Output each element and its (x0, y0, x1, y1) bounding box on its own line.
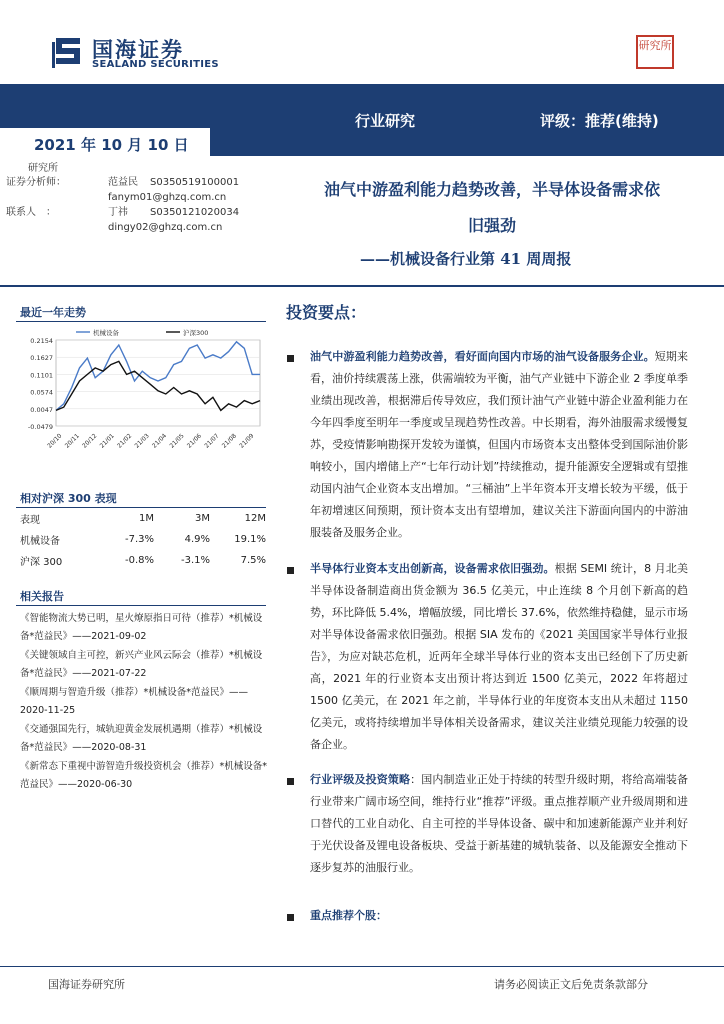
trend-rule (16, 321, 266, 322)
table-cell: 7.5% (240, 555, 266, 566)
x-tick-label: 21/02 (116, 432, 134, 450)
y-tick-label: -0.0479 (27, 423, 53, 431)
related-report-item[interactable]: 《新常态下重视中游智造升级投资机会（推荐）*机械设备*范益民》——2020-06-30 (20, 761, 268, 790)
x-tick-label: 20/12 (81, 432, 99, 450)
invest-heading: 投资要点： (286, 303, 367, 322)
bullet-icon (287, 355, 294, 362)
table-cell: -0.8% (124, 555, 154, 566)
trend-chart (16, 324, 270, 464)
related-heading: 相关报告 (20, 590, 64, 603)
report-type: 行业研究 (355, 112, 416, 130)
performance-col-header: 1M (139, 513, 154, 524)
table-cell: -7.3% (124, 534, 154, 545)
report-subtitle: ——机械设备行业第 41 周周报 (360, 250, 572, 268)
performance-col-header: 表现 (20, 515, 40, 526)
contact-email[interactable]: dingy02@ghzq.com.cn (108, 222, 223, 233)
footer-left: 国海证券研究所 (48, 978, 125, 991)
legend-label: 机械设备 (93, 329, 119, 337)
strategy-body: ：国内制造业正处于持续的转型升级时期，将给高端装备行业带来广阔市场空间，维持行业“推荐”评级。重点推荐顺产业升级周期和进口替代的工业自动化、自主可控的半导体设备、碳中和加速新能源产业并利好于光伏设备及锂电设备板块、受益于新基建的城轨装备、以及能源安全推动下逐步复苏的油服行业。 (310, 773, 689, 874)
invest-paragraph-oil (310, 346, 688, 544)
related-report-item[interactable]: 《交通强国先行，城轨迎黄金发展机遇期（推荐）*机械设备*范益民》——2020-08-31 (20, 724, 263, 753)
title-line-2: 旧强劲 (467, 216, 516, 235)
x-tick-label: 21/06 (185, 432, 204, 450)
performance-heading: 相对沪深 300 表现 (20, 492, 117, 505)
contact-name: 丁祎 (108, 207, 128, 218)
related-report-item[interactable]: 《智能物流大势已明，星火燎原指日可待（推荐）*机械设备*范益民》——2021-09-02 (20, 613, 263, 642)
company-name-en: SEALAND SECURITIES (92, 59, 219, 70)
bullet-icon (287, 567, 294, 574)
bullet-icon (287, 914, 294, 921)
series-line-csi300 (56, 361, 260, 410)
table-row (20, 550, 266, 571)
performance-col-header: 12M (244, 513, 266, 524)
x-tick-label: 21/07 (203, 432, 221, 450)
report-title (282, 172, 702, 244)
rating: 评级：推荐(维持) (540, 112, 659, 130)
title-line-1: 油气中游盈利能力趋势改善，半导体设备需求依 (323, 180, 660, 199)
related-report-item[interactable]: 《关键领域自主可控，新兴产业风云际会（推荐）*机械设备*范益民》——2021-07-22 (20, 650, 263, 679)
title-divider (0, 285, 724, 287)
footer-right: 请务必阅读正文后免责条款部分 (494, 978, 648, 991)
oil-lead: 油气中游盈利能力趋势改善，看好面向国内市场的油气设备服务企业。 (310, 350, 655, 363)
analyst-name: 范益民 (108, 177, 138, 188)
stocks-lead: 重点推荐个股： (310, 909, 387, 922)
semi-body: 根据 SEMI 统计，8 月北美半导体设备制造商出货金额为 36.5 亿美元，中止连续 8 个月创下新高的趋势，环比降低 5.4%，增幅放缓，同比增长 37.6%，依然维持稳健，显示市场对半导体设备需求依旧强劲。根据 SIA 发布的《2021 美国国家半导体行业报告》，为应对缺芯危机，近两年全球半导体行业的资本支出已经创下了历史新高，2021 年的行业资本支出预计将达到近 1500 亿美元，2022 年将超过 1500 亿美元，在 2021 年之前，半导体行业的年度资本支出从未超过 1150 亿美元，或将持续增加半导体相关设备需求，建议关注业绩兑现能力较强的设备企业。 (310, 562, 689, 751)
plot-frame (56, 340, 260, 426)
trend-heading: 最近一年走势 (20, 306, 86, 319)
invest-paragraph-stocks (310, 905, 688, 927)
y-tick-label: 0.1101 (30, 371, 53, 380)
performance-header-row (20, 508, 266, 529)
bullet-icon (287, 778, 294, 785)
legend-label: 沪深300 (183, 329, 209, 337)
table-cell: 机械设备 (20, 536, 60, 547)
table-cell: 沪深 300 (20, 557, 63, 568)
semi-lead: 半导体行业资本支出创新高，设备需求依旧强劲。 (310, 562, 555, 575)
footer-rule (0, 966, 724, 967)
performance-col-header: 3M (195, 513, 210, 524)
y-tick-label: 0.2154 (30, 337, 53, 345)
contact-label: 联系人 ： (6, 207, 56, 218)
invest-paragraph-strategy (310, 769, 688, 879)
x-tick-label: 20/11 (63, 432, 81, 450)
analyst-email[interactable]: fanym01@ghzq.com.cn (108, 192, 227, 203)
analyst-label: 证券分析师： (6, 177, 66, 188)
related-rule (16, 605, 266, 606)
table-cell: -3.1% (180, 555, 210, 566)
x-tick-label: 21/04 (150, 432, 169, 450)
table-cell: 19.1% (234, 534, 266, 545)
analyst-cert: S0350519100001 (150, 177, 240, 188)
x-tick-label: 21/01 (98, 432, 116, 450)
x-tick-label: 21/09 (238, 432, 256, 450)
table-cell: 4.9% (184, 534, 210, 545)
oil-body: 短期来看，油价持续震荡上涨，供需端较为平衡，油气产业链中下游企业 2 季度单季业绩出现改善，根据滞后传导效应，我们预计油气产业链中游企业盈利能力在今年四季度至明年一季度或呈现趋势性改善。中长期看，海外油服需求缓慢复苏，受疫情影响勘探开发较为谨慎，但国内市场资本支出整体受到国际油价影响较小，国内增储上产“七年行动计划”持续推动，提升能源安全逻辑或有望推动国内油气企业资本支出增加。“三桶油”上半年资本开支增长较为平缓，低于年初增速区间预期，预计资本支出有望增加，建议关注下游面向国内的中游油服装备及服务企业。 (310, 350, 689, 539)
contact-cert: S0350121020034 (150, 207, 240, 218)
y-tick-label: 0.0574 (30, 388, 53, 397)
report-date: 2021 年 10 月 10 日 (34, 136, 189, 154)
sealand-logo-icon (52, 34, 84, 68)
research-seal: 研究所 (636, 35, 674, 69)
strategy-lead: 行业评级及投资策略 (310, 773, 411, 786)
y-tick-label: 0.1627 (30, 354, 53, 363)
company-name-cn: 国海证券 (92, 38, 184, 62)
x-tick-label: 21/08 (220, 432, 238, 450)
x-tick-label: 21/05 (168, 432, 186, 450)
performance-table (20, 508, 266, 571)
y-tick-label: 0.0047 (30, 405, 53, 414)
related-report-item[interactable]: 《顺周期与智造升级（推荐）*机械设备*范益民》——2020-11-25 (20, 687, 249, 716)
x-tick-label: 20/10 (46, 432, 64, 450)
table-row (20, 529, 266, 550)
series-line-machinery (56, 342, 260, 411)
invest-paragraph-semi (310, 558, 688, 756)
dept-label: 研究所 (28, 163, 58, 174)
x-tick-label: 21/03 (133, 432, 151, 450)
